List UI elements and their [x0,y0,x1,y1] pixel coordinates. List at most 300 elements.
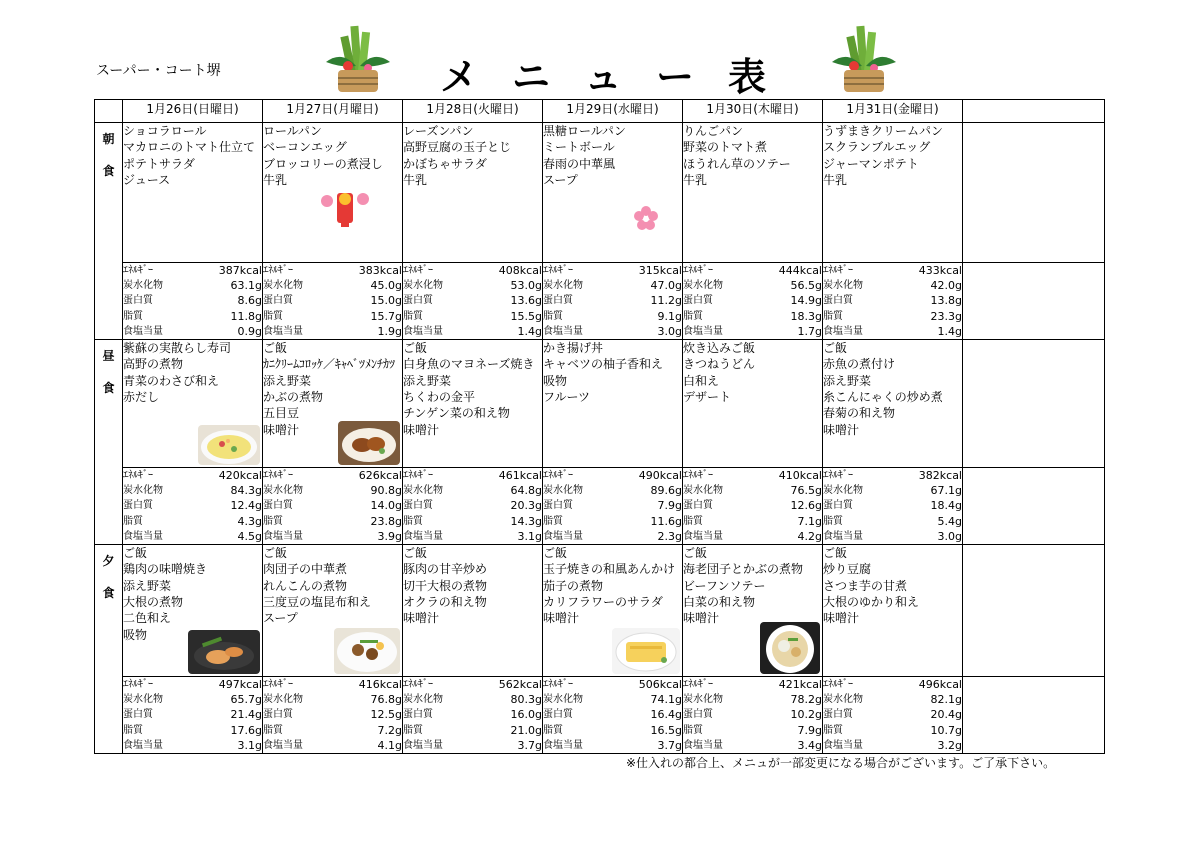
nutrient-value: 416kcal [358,678,402,692]
nutrient-value: 14.3g [510,514,542,528]
nutrient-row [823,324,962,339]
nutrient-row [543,692,682,707]
empty-cell [963,677,1105,754]
nutrient-label: 炭水化物 [543,485,583,497]
nutrient-label: 食塩当量 [683,530,723,542]
dish-cell [263,545,403,677]
nutrient-row [123,677,262,692]
nutrient-value: 16.0g [510,708,542,722]
dish-item: 野菜のトマト煮 [683,140,768,155]
nutrient-label: 炭水化物 [263,485,303,497]
nutrition-cell [683,468,823,545]
nutrient-label: 食塩当量 [263,530,303,542]
nutrient-row [543,529,682,544]
dish-item: かぼちゃサラダ [403,156,487,171]
nutrient-row [683,692,822,707]
nutrient-value: 444kcal [778,264,822,277]
nutrient-value: 10.2g [790,708,822,722]
dish-item: 味噌汁 [823,611,860,626]
dish-item: ご飯 [823,546,848,561]
dish-item: スープ [543,172,578,187]
nutrient-label: 食塩当量 [823,530,863,542]
dish-item: 大根のゆかり和え [823,594,920,609]
nutrient-label: 蛋白質 [263,295,293,307]
nutrient-value: 13.6g [510,294,542,308]
nutrition-cell [683,677,823,754]
dish-cell [123,340,263,468]
nutrient-value: 3.0g [937,529,962,543]
nutrient-value: 496kcal [918,678,962,692]
dish-cell [543,545,683,677]
nutrient-row [123,498,262,513]
nutrition-cell [403,468,543,545]
nutrient-value: 7.2g [377,723,402,737]
nutrient-value: 4.1g [377,738,402,752]
dish-item: 鶏肉の味噌焼き [123,562,208,577]
nutrient-row [263,309,402,324]
nutrient-row [263,723,402,738]
nutrient-row [123,514,262,529]
meal-dishes-row [95,123,1105,263]
nutrient-value: 11.6g [650,514,682,528]
nutrient-row [543,293,682,308]
nutrient-value: 45.0g [370,279,402,293]
nutrient-label: ｴﾈﾙｷﾞｰ [263,265,293,276]
dish-cell [683,340,823,468]
nutrient-row [403,529,542,544]
nutrient-value: 0.9g [237,324,262,338]
dish-item: うずまきクリームパン [823,124,944,138]
dish-item: 黒糖ロールパン [543,124,626,138]
nutrient-label: 炭水化物 [403,280,443,292]
nutrient-value: 42.0g [930,279,962,293]
lunch-photo [198,425,260,465]
nutrient-value: 90.8g [370,484,402,498]
meal-dishes-row [95,340,1105,468]
dish-item: フルーツ [543,389,591,404]
dish-item: 高野豆腐の玉子とじ [403,140,512,155]
nutrient-label: 蛋白質 [683,295,713,307]
dish-cell [263,123,403,263]
nutrient-label: 食塩当量 [823,325,863,337]
nutrient-value: 65.7g [230,693,262,707]
nutrient-label: 蛋白質 [403,709,433,721]
nutrient-label: ｴﾈﾙｷﾞｰ [543,470,573,482]
nutrient-label: ｴﾈﾙｷﾞｰ [123,679,153,691]
nutrient-value: 4.5g [237,529,262,543]
dish-item: 味噌汁 [403,611,440,626]
nutrition-cell [263,468,403,545]
nutrient-value: 76.5g [790,484,822,498]
nutrient-label: 脂質 [123,724,143,736]
nutrition-cell [263,263,403,340]
nutrient-value: 12.6g [790,499,822,513]
dish-cell [403,123,543,263]
dish-item: 高野の煮物 [123,357,184,372]
nutrient-value: 1.9g [377,324,402,338]
dish-item: 赤魚の煮付け [823,357,896,372]
nutrient-row [263,483,402,498]
dish-item: マカロニのトマト仕立て [123,140,256,155]
nutrient-row [403,738,542,753]
dish-item: 五目豆 [263,406,300,421]
nutrient-value: 408kcal [498,264,542,277]
dish-item: 吸物 [543,373,568,388]
nutrient-value: 3.0g [657,324,682,338]
nutrient-label: ｴﾈﾙｷﾞｰ [403,679,433,691]
nutrient-label: 脂質 [683,310,703,322]
nutrient-value: 1.4g [937,324,962,338]
nutrient-label: 炭水化物 [123,694,163,706]
nutrient-label: 蛋白質 [123,500,153,512]
footer-note: ※仕入れの都合上、メニュが一部変更になる場合がございます。ご了承下さい。 [626,756,1056,770]
dish-item: 肉団子の中華煮 [263,562,348,577]
nutrient-label: 炭水化物 [823,485,863,497]
nutrient-value: 56.5g [790,279,822,293]
nutrient-row [543,278,682,293]
dish-cell [263,340,403,468]
nutrient-value: 80.3g [510,693,542,707]
dish-item: 添え野菜 [823,373,872,388]
nutrient-label: ｴﾈﾙｷﾞｰ [823,470,853,482]
dish-item: オクラの和え物 [403,594,487,609]
dish-item: ベーコンエッグ [263,140,347,155]
nutrient-row [683,529,822,544]
day-header: 1月27日(月曜日) [263,100,403,123]
nutrient-label: 蛋白質 [543,295,573,307]
dish-item: ジャーマンポテト [823,156,919,171]
nutrient-value: 2.3g [657,529,682,543]
nutrient-row [683,514,822,529]
dinner-photo [334,628,400,674]
dish-cell [823,123,963,263]
nutrient-row [263,738,402,753]
nutrient-row [683,293,822,308]
dish-item: 春雨の中華風 [543,156,616,171]
nutrient-label: ｴﾈﾙｷﾞｰ [683,679,713,691]
nutrient-row [123,468,262,483]
nutrient-value: 12.5g [370,708,402,722]
nutrient-row [823,278,962,293]
nutrient-row [403,278,542,293]
nutrient-value: 562kcal [498,678,542,692]
nutrient-label: 蛋白質 [403,295,433,307]
nutrient-label: ｴﾈﾙｷﾞｰ [823,679,853,691]
dish-item: 味噌汁 [683,611,720,626]
nutrient-label: 脂質 [683,515,703,527]
plum-flower-icon [633,205,659,235]
nutrient-row [403,723,542,738]
nutrient-row [543,309,682,324]
nutrient-row [123,483,262,498]
dish-item: 紫蘇の実散らし寿司 [123,341,232,356]
dish-item: ご飯 [403,341,428,356]
nutrient-value: 3.9g [377,529,402,543]
nutrient-value: 84.3g [230,484,262,498]
nutrient-label: 食塩当量 [403,739,443,751]
nutrient-row [403,677,542,692]
dish-item: スープ [263,611,298,626]
dish-item: レーズンパン [403,124,474,138]
nutrient-label: 炭水化物 [123,280,163,292]
day-header: 1月30日(木曜日) [683,100,823,123]
nutrient-row [123,309,262,324]
empty-header [963,100,1105,123]
nutrient-value: 9.1g [657,309,682,323]
nutrient-label: 蛋白質 [543,500,573,512]
nutrient-label: 脂質 [543,310,563,322]
nutrient-value: 382kcal [918,469,962,483]
nutrient-row [543,483,682,498]
nutrient-row [543,738,682,753]
nutrient-label: 食塩当量 [123,325,163,337]
nutrient-row [823,692,962,707]
nutrient-value: 13.8g [930,294,962,308]
nutrient-label: 炭水化物 [683,280,723,292]
nutrient-value: 76.8g [370,693,402,707]
nutrient-label: 脂質 [683,724,703,736]
nutrient-row [263,293,402,308]
nutrient-row [543,468,682,483]
nutrition-cell [403,263,543,340]
lunch-photo [338,421,400,465]
nutrient-row [823,707,962,722]
nutrient-row [123,324,262,339]
kadomatsu-right-icon [828,22,900,94]
dinner-photo [188,630,260,674]
nutrient-value: 63.1g [230,279,262,293]
dish-item: れんこんの煮物 [263,578,348,593]
dish-item: デザート [683,389,732,404]
dish-cell [543,340,683,468]
nutrient-label: 炭水化物 [823,280,863,292]
nutrient-row [263,498,402,513]
nutrient-value: 383kcal [358,264,402,277]
nutrient-value: 4.2g [797,529,822,543]
nutrient-row [683,263,822,278]
nutrient-value: 7.9g [657,499,682,513]
meal-dishes-row [95,545,1105,677]
nutrient-label: ｴﾈﾙｷﾞｰ [543,679,573,691]
dish-cell [823,545,963,677]
nutrition-cell [123,468,263,545]
nutrient-row [263,692,402,707]
dish-item: 白身魚のマヨネーズ焼き [403,357,535,372]
day-header: 1月31日(金曜日) [823,100,963,123]
dish-item: 添え野菜 [123,578,172,593]
nutrient-label: 炭水化物 [403,485,443,497]
nutrient-label: 食塩当量 [403,325,443,337]
dish-item: スクランブルエッグ [823,140,931,155]
nutrient-label: 脂質 [823,310,843,322]
empty-cell [963,263,1105,340]
menu-table [94,99,1105,754]
facility-name: スーパー・コート堺 [96,63,221,79]
dish-item: ちくわの金平 [403,389,476,404]
dish-item: ご飯 [823,341,848,356]
dish-item: ジュース [123,172,171,187]
nutrient-row [123,738,262,753]
dish-item: ｶﾆｸﾘｰﾑｺﾛｯｹ／ｷｬﾍﾞﾂﾒﾝﾁｶﾂ [263,357,396,372]
dish-item: 牛乳 [823,172,848,187]
dish-item: ご飯 [263,341,288,356]
dish-item: ご飯 [543,546,568,561]
nutrient-row [823,498,962,513]
dish-item: ほうれん草のソテー [683,156,791,171]
dish-item: かき揚げ丼 [543,341,604,356]
nutrient-value: 89.6g [650,484,682,498]
meal-nutrition-row [95,677,1105,754]
empty-cell [963,545,1105,677]
nutrient-value: 12.4g [230,499,262,513]
nutrient-row [543,498,682,513]
nutrient-row [123,278,262,293]
nutrient-value: 3.4g [797,738,822,752]
nutrient-row [823,738,962,753]
dish-item: ショコラロール [123,124,207,138]
nutrient-value: 5.4g [937,514,962,528]
nutrition-cell [123,677,263,754]
nutrient-row [403,692,542,707]
nutrient-label: 食塩当量 [543,530,583,542]
nutrient-value: 3.7g [657,738,682,752]
nutrient-row [683,707,822,722]
nutrient-value: 14.9g [790,294,822,308]
nutrient-value: 410kcal [778,469,822,483]
nutrient-row [123,529,262,544]
nutrition-cell [543,263,683,340]
nutrient-value: 8.6g [237,294,262,308]
dish-item: ブロッコリーの煮浸し [263,156,383,171]
nutrient-label: 脂質 [123,515,143,527]
nutrient-value: 490kcal [638,469,682,483]
nutrient-value: 3.1g [517,529,542,543]
nutrient-row [823,723,962,738]
nutrient-label: 食塩当量 [403,530,443,542]
nutrient-label: 炭水化物 [683,694,723,706]
nutrient-row [543,514,682,529]
nutrient-value: 433kcal [918,264,962,277]
nutrient-value: 15.0g [370,294,402,308]
nutrient-label: 脂質 [263,310,283,322]
nutrient-label: ｴﾈﾙｷﾞｰ [823,265,853,276]
nutrient-value: 47.0g [650,279,682,293]
dish-cell [823,340,963,468]
nutrient-label: 蛋白質 [123,709,153,721]
nutrient-label: 炭水化物 [123,485,163,497]
nutrient-row [683,677,822,692]
dish-item: キャベツの柚子香和え [543,357,664,372]
nutrient-row [403,293,542,308]
nutrient-row [683,278,822,293]
nutrition-cell [403,677,543,754]
nutrient-row [123,723,262,738]
nutrient-row [683,309,822,324]
nutrition-cell [263,677,403,754]
nutrient-row [403,707,542,722]
nutrient-label: ｴﾈﾙｷﾞｰ [543,265,573,276]
dish-item: ご飯 [683,546,708,561]
nutrient-value: 1.7g [797,324,822,338]
nutrient-label: 蛋白質 [683,500,713,512]
nutrient-label: 食塩当量 [263,739,303,751]
dish-item: 炒り豆腐 [823,562,872,577]
dish-item: 海老団子とかぶの煮物 [683,562,804,577]
kadomatsu-left-icon [322,22,394,94]
nutrient-row [543,707,682,722]
nutrient-label: 蛋白質 [263,709,293,721]
dish-item: 味噌汁 [403,422,440,437]
nutrient-value: 315kcal [638,264,682,277]
nutrient-value: 14.0g [370,499,402,513]
nutrient-label: ｴﾈﾙｷﾞｰ [263,679,293,691]
nutrient-value: 20.4g [930,708,962,722]
nutrient-label: 蛋白質 [823,709,853,721]
nutrient-row [683,723,822,738]
nutrient-row [683,324,822,339]
nutrient-label: 食塩当量 [543,325,583,337]
dish-item: 春菊の和え物 [823,406,896,421]
nutrient-row [403,324,542,339]
nutrient-label: 蛋白質 [683,709,713,721]
dish-item: 味噌汁 [823,422,860,437]
nutrient-row [263,707,402,722]
dish-item: 味噌汁 [263,422,300,437]
nutrient-value: 421kcal [778,678,822,692]
nutrient-row [543,677,682,692]
nutrient-row [263,468,402,483]
nutrient-row [683,468,822,483]
nutrient-value: 17.6g [230,723,262,737]
nutrient-value: 18.3g [790,309,822,323]
meal-label: 昼 食 [95,340,123,545]
dish-item: チンゲン菜の和え物 [403,406,510,421]
nutrient-value: 53.0g [510,279,542,293]
meal-label: 朝 食 [95,123,123,340]
nutrient-row [823,677,962,692]
nutrient-value: 1.4g [517,324,542,338]
nutrient-label: 食塩当量 [823,739,863,751]
nutrient-value: 3.2g [937,738,962,752]
nutrient-label: 脂質 [263,515,283,527]
nutrient-row [403,514,542,529]
nutrient-label: 蛋白質 [823,500,853,512]
dish-item: 豚肉の甘辛炒め [403,562,488,577]
nutrient-row [263,278,402,293]
page-title: メニュー表 [440,55,801,99]
nutrient-row [543,723,682,738]
dish-cell [683,545,823,677]
dish-item: 二色和え [123,611,172,626]
nutrient-label: ｴﾈﾙｷﾞｰ [683,265,713,276]
dish-item: 青菜のわさび和え [123,373,220,388]
nutrient-row [123,293,262,308]
dish-item: 三度豆の塩昆布和え [263,594,372,609]
dinner-photo [760,622,820,674]
nutrient-row [823,514,962,529]
nutrient-label: 炭水化物 [403,694,443,706]
dish-cell [403,340,543,468]
nutrient-row [123,692,262,707]
nutrient-value: 626kcal [358,469,402,483]
nutrient-label: ｴﾈﾙｷﾞｰ [123,470,153,482]
dish-item: 白和え [683,373,720,388]
nutrient-label: 脂質 [543,515,563,527]
nutrient-value: 16.4g [650,708,682,722]
nutrient-label: 脂質 [823,515,843,527]
dish-item: ロールパン [263,124,322,138]
nutrient-label: 脂質 [543,724,563,736]
